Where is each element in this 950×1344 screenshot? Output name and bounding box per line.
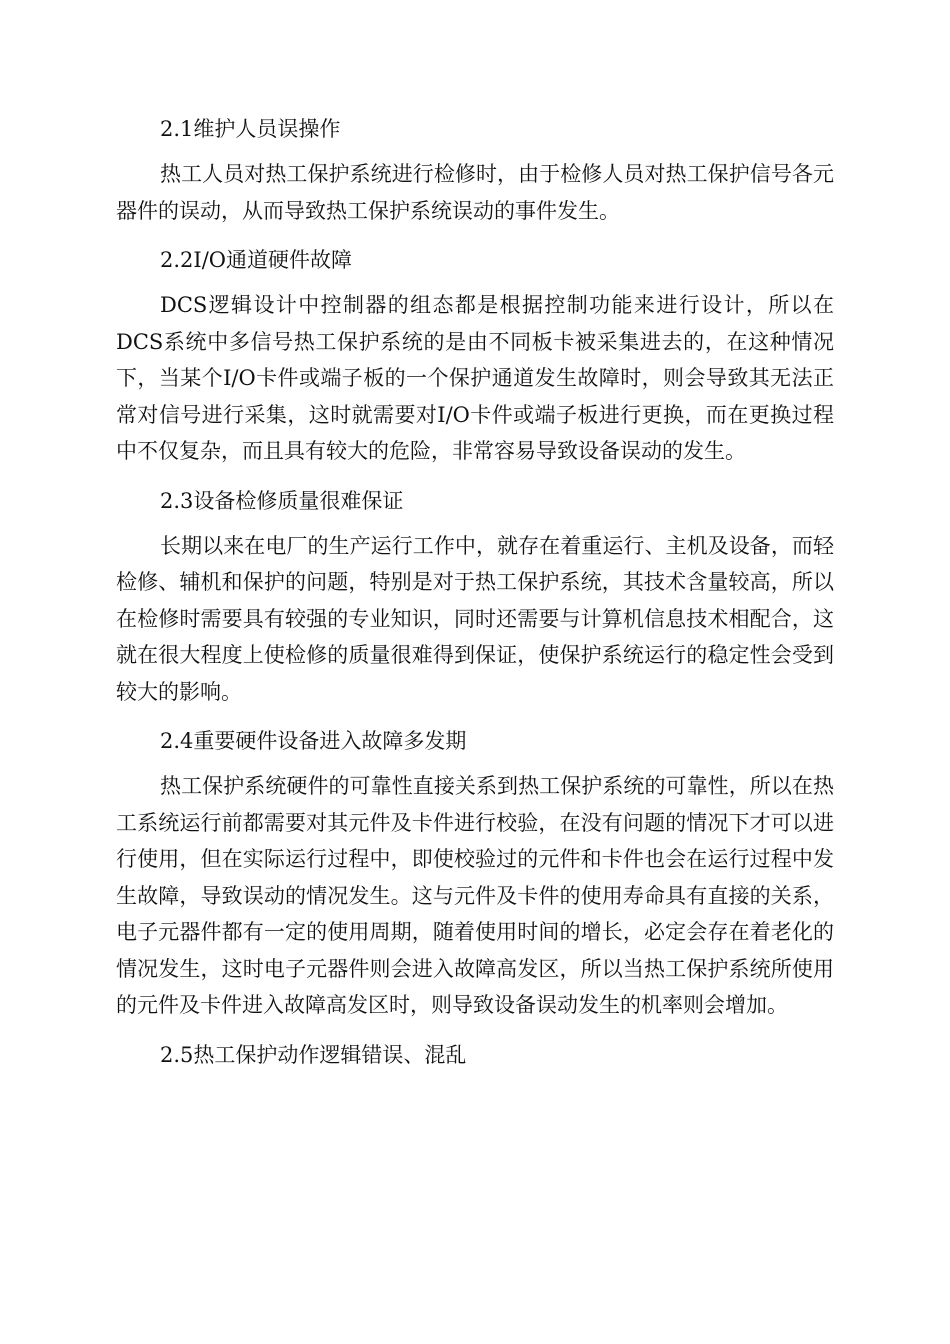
section-paragraph-2-4: 热工保护系统硬件的可靠性直接关系到热工保护系统的可靠性，所以在热工系统运行前都需要对其元件及卡件进行校验，在没有问题的情况下才可以进行使用，但在实际运行过程中，即使校验过的元件和卡件也会在运行过程中发生故障，导致误动的情况发生。这与元件及卡件的使用寿命具有直接的关系，电子元器件都有一定的使用周期，随着使用时间的增长，必定会存在着老化的情况发生，这时电子元器件则会进入故障高发区，所以当热工保护系统所使用的元件及卡件进入故障高发区时，则导致设备误动发生的机率则会增加。 xyxy=(116,774,834,1017)
section-heading-2-4: 2.4重要硬件设备进入故障多发期 xyxy=(160,729,467,753)
section-paragraph-2-1: 热工人员对热工保护系统进行检修时，由于检修人员对热工保护信号各元器件的误动，从而导致热工保护系统误动的事件发生。 xyxy=(116,162,834,223)
section-heading-2-5: 2.5热工保护动作逻辑错误、混乱 xyxy=(160,1042,467,1067)
section-heading-2-3: 2.3设备检修质量很难保证 xyxy=(160,488,404,513)
document-body xyxy=(116,108,834,1076)
section-heading-2-2: 2.2I/O通道硬件故障 xyxy=(160,248,352,272)
section-paragraph-2-2: DCS逻辑设计中控制器的组态都是根据控制功能来进行设计，所以在DCS系统中多信号热工保护系统的是由不同板卡被采集进去的，在这种情况下，当某个I/O卡件或端子板的一个保护通道发生故障时，则会导致其无法正常对信号进行采集，这时就需要对I/O卡件或端子板进行更换，而在更换过程中不仅复杂，而且具有较大的危险，非常容易导致设备误动的发生。 xyxy=(116,293,834,463)
section-paragraph-2-3: 长期以来在电厂的生产运行工作中，就存在着重运行、主机及设备，而轻检修、辅机和保护的问题，特别是对于热工保护系统，其技术含量较高，所以在检修时需要具有较强的专业知识，同时还需要与计算机信息技术相配合，这就在很大程度上使检修的质量很难得到保证，使保护系统运行的稳定性会受到较大的影响。 xyxy=(116,533,834,704)
section-heading-2-1: 2.1维护人员误操作 xyxy=(160,117,341,141)
